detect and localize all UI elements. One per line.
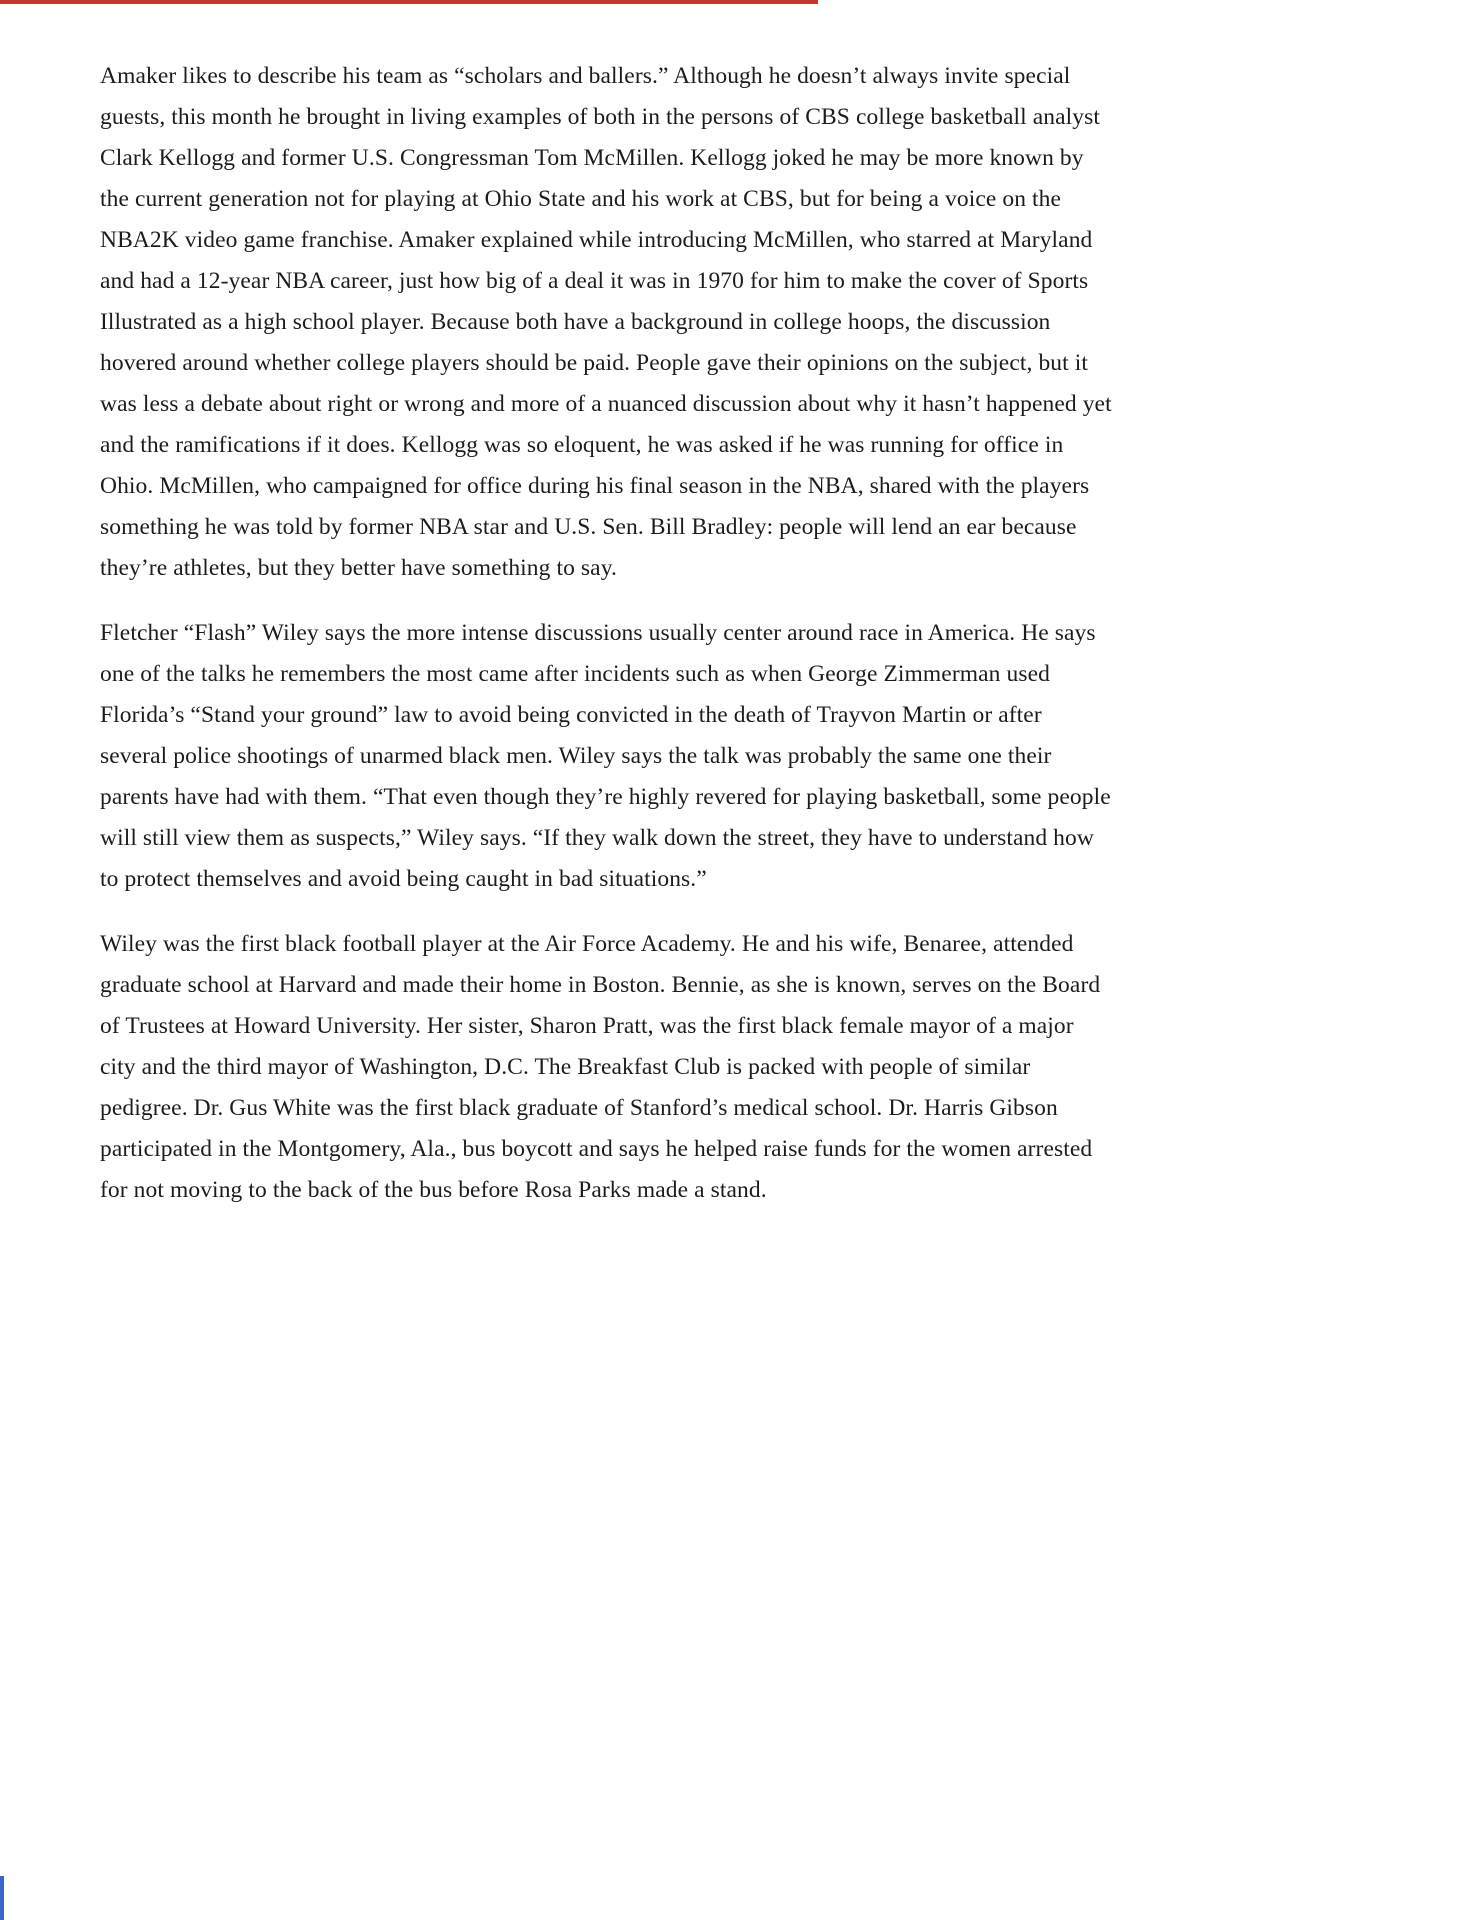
top-red-rule — [0, 0, 818, 4]
article-text-column — [100, 56, 1114, 1211]
article-paragraph-3: Wiley was the first black football player at the Air Force Academy. He and his wife, Benaree, attended graduate school at Harvard and made their home in Boston. Bennie, as she is known, serves on the Board of Trustees at Howard University. Her sister, Sharon Pratt, was the first black female mayor of a major city and the third mayor of Washington, D.C. The Breakfast Club is packed with people of similar pedigree. Dr. Gus White was the first black graduate of Stanford’s medical school. Dr. Harris Gibson participated in the Montgomery, Ala., bus boycott and says he helped raise funds for the women arrested for not moving to the back of the bus before Rosa Parks made a stand. — [100, 931, 1101, 1203]
bottom-left-blue-rule — [0, 1876, 4, 1920]
article-paragraph-1: Amaker likes to describe his team as “scholars and ballers.” Although he doesn’t always invite special guests, this month he brought in living examples of both in the persons of CBS college basketball analyst Clark Kellogg and former U.S. Congressman Tom McMillen. Kellogg joked he may be more known by the current generation not for playing at Ohio State and his work at CBS, but for being a voice on the NBA2K video game franchise. Amaker explained while introducing McMillen, who starred at Maryland and had a 12-year NBA career, just how big of a deal it was in 1970 for him to make the cover of Sports Illustrated as a high school player. Because both have a background in college hoops, the discussion hovered around whether college players should be paid. People gave their opinions on the subject, but it was less a debate about right or wrong and more of a nuanced discussion about why it hasn’t happened yet and the ramifications if it does. Kellogg was so eloquent, he was asked if he was running for office in Ohio. McMillen, who campaigned for office during his final season in the NBA, shared with the players something he was told by former NBA star and U.S. Sen. Bill Bradley: people will lend an ear because they’re athletes, but they better have something to say. — [100, 63, 1112, 581]
article-paragraph-2: Fletcher “Flash” Wiley says the more intense discussions usually center around race in America. He says one of the talks he remembers the most came after incidents such as when George Zimmerman used Florida’s “Stand your ground” law to avoid being convicted in the death of Trayvon Martin or after several police shootings of unarmed black men. Wiley says the talk was probably the same one their parents have had with them. “That even though they’re highly revered for playing basketball, some people will still view them as suspects,” Wiley says. “If they walk down the street, they have to understand how to protect themselves and avoid being caught in bad situations.” — [100, 620, 1111, 892]
